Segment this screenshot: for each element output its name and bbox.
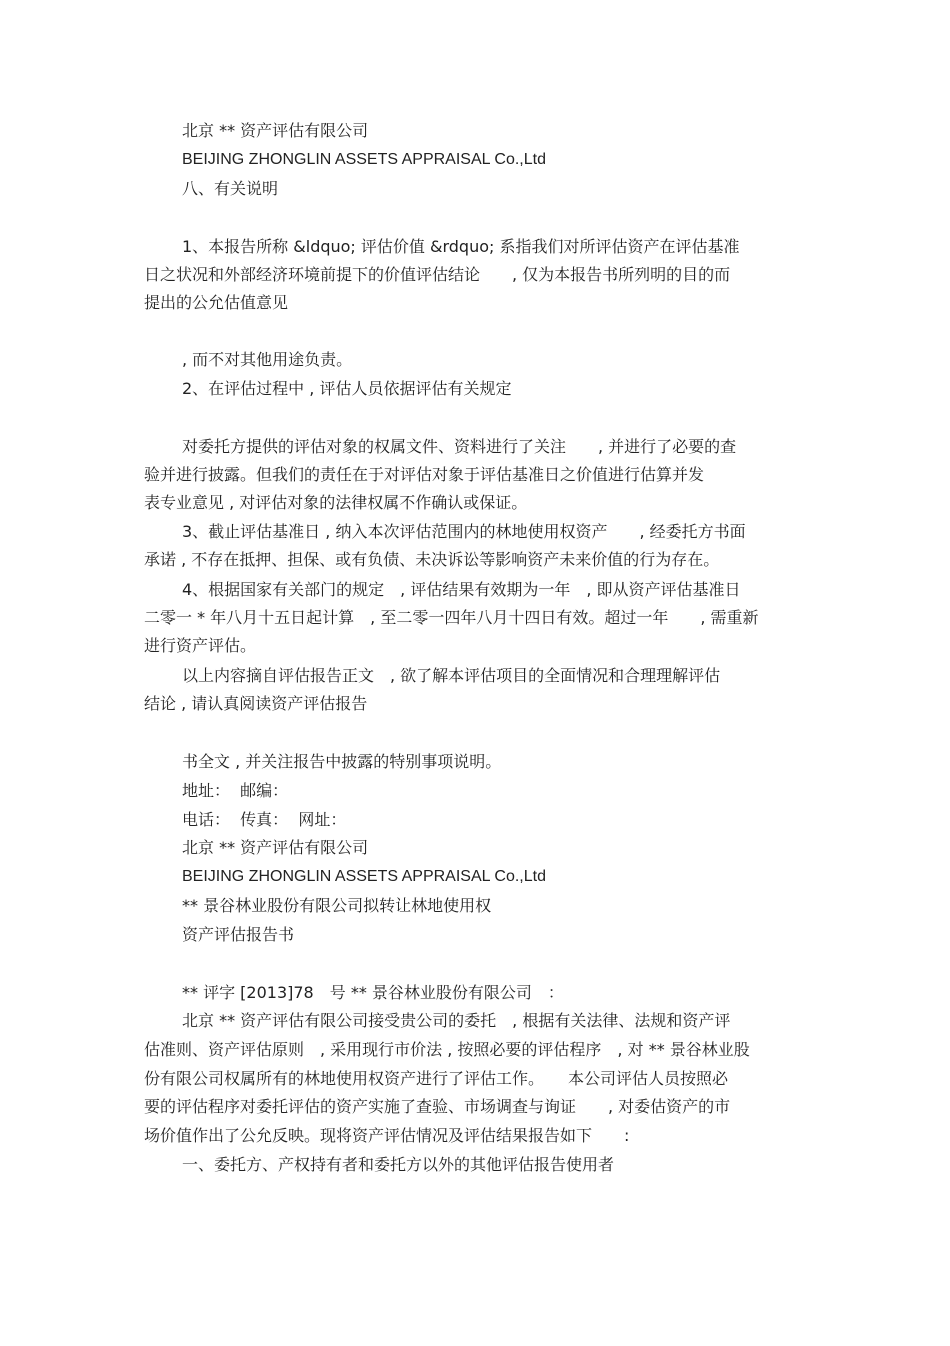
- paragraph-line: 表专业意见 , 对评估对象的法律权属不作确认或保证。: [144, 493, 528, 512]
- paragraph-line: 提出的公允估值意见: [144, 293, 289, 312]
- report-subject: ** 景谷林业股份有限公司拟转让林地使用权: [182, 896, 492, 915]
- paragraph-line: 场价值作出了公允反映。现将资产评估情况及评估结果报告如下 :: [144, 1126, 630, 1145]
- section-heading: 八、有关说明: [182, 179, 279, 198]
- paragraph-line: 承诺 , 不存在抵押、担保、或有负债、未决诉讼等影响资产未来价值的行为存在。: [144, 550, 720, 569]
- company-name-cn: 北京 ** 资产评估有限公司: [182, 838, 369, 857]
- paragraph-line: 4、根据国家有关部门的规定 , 评估结果有效期为一年 , 即从资产评估基准日: [182, 580, 741, 599]
- paragraph-line: 书全文 , 并关注报告中披露的特别事项说明。: [182, 752, 502, 771]
- paragraph-line: , 而不对其他用途负责。: [182, 350, 353, 369]
- paragraph-line: 3、截止评估基准日 , 纳入本次评估范围内的林地使用权资产 , 经委托方书面: [182, 522, 746, 541]
- paragraph-line: 以上内容摘自评估报告正文 , 欲了解本评估项目的全面情况和合理理解评估: [182, 666, 721, 685]
- paragraph-line: 份有限公司权属所有的林地使用权资产进行了评估工作。 本公司评估人员按照必: [144, 1069, 729, 1088]
- section-heading: 一、委托方、产权持有者和委托方以外的其他评估报告使用者: [182, 1155, 615, 1174]
- paragraph-line: 要的评估程序对委托评估的资产实施了查验、市场调查与询证 , 对委估资产的市: [144, 1097, 731, 1116]
- paragraph-line: 2、在评估过程中 , 评估人员依据评估有关规定: [182, 379, 512, 398]
- company-name-en: BEIJING ZHONGLIN ASSETS APPRAISAL Co.,Ltd: [182, 868, 546, 885]
- paragraph-line: 对委托方提供的评估对象的权属文件、资料进行了关注 , 并进行了必要的查: [182, 437, 737, 456]
- company-name-en: BEIJING ZHONGLIN ASSETS APPRAISAL Co.,Ltd: [182, 151, 546, 168]
- paragraph-line: 进行资产评估。: [144, 636, 257, 655]
- paragraph-line: 结论 , 请认真阅读资产评估报告: [144, 694, 368, 713]
- paragraph-line: 验并进行披露。但我们的责任在于对评估对象于评估基准日之价值进行估算并发: [144, 465, 705, 484]
- paragraph-line: 日之状况和外部经济环境前提下的价值评估结论 , 仅为本报告书所列明的目的而: [144, 265, 731, 284]
- contact-line: 电话： 传真： 网址：: [182, 810, 347, 829]
- report-title: 资产评估报告书: [182, 925, 295, 944]
- company-name-cn: 北京 ** 资产评估有限公司: [182, 121, 369, 140]
- paragraph-line: 1、本报告所称 &ldquo; 评估价值 &rdquo; 系指我们对所评估资产在评估基准: [182, 237, 740, 256]
- paragraph-line: 二零一 * 年八月十五日起计算 , 至二零一四年八月十四日有效。超过一年 , 需重新: [144, 608, 759, 627]
- address-line: 地址： 邮编：: [182, 781, 289, 800]
- report-reference: ** 评字 [2013]78 号 ** 景谷林业股份有限公司 ：: [182, 983, 564, 1002]
- paragraph-line: 北京 ** 资产评估有限公司接受贵公司的委托 , 根据有关法律、法规和资产评: [182, 1011, 731, 1030]
- paragraph-line: 估准则、资产评估原则 , 采用现行市价法 , 按照必要的评估程序 , 对 ** 景谷林业股: [144, 1040, 750, 1059]
